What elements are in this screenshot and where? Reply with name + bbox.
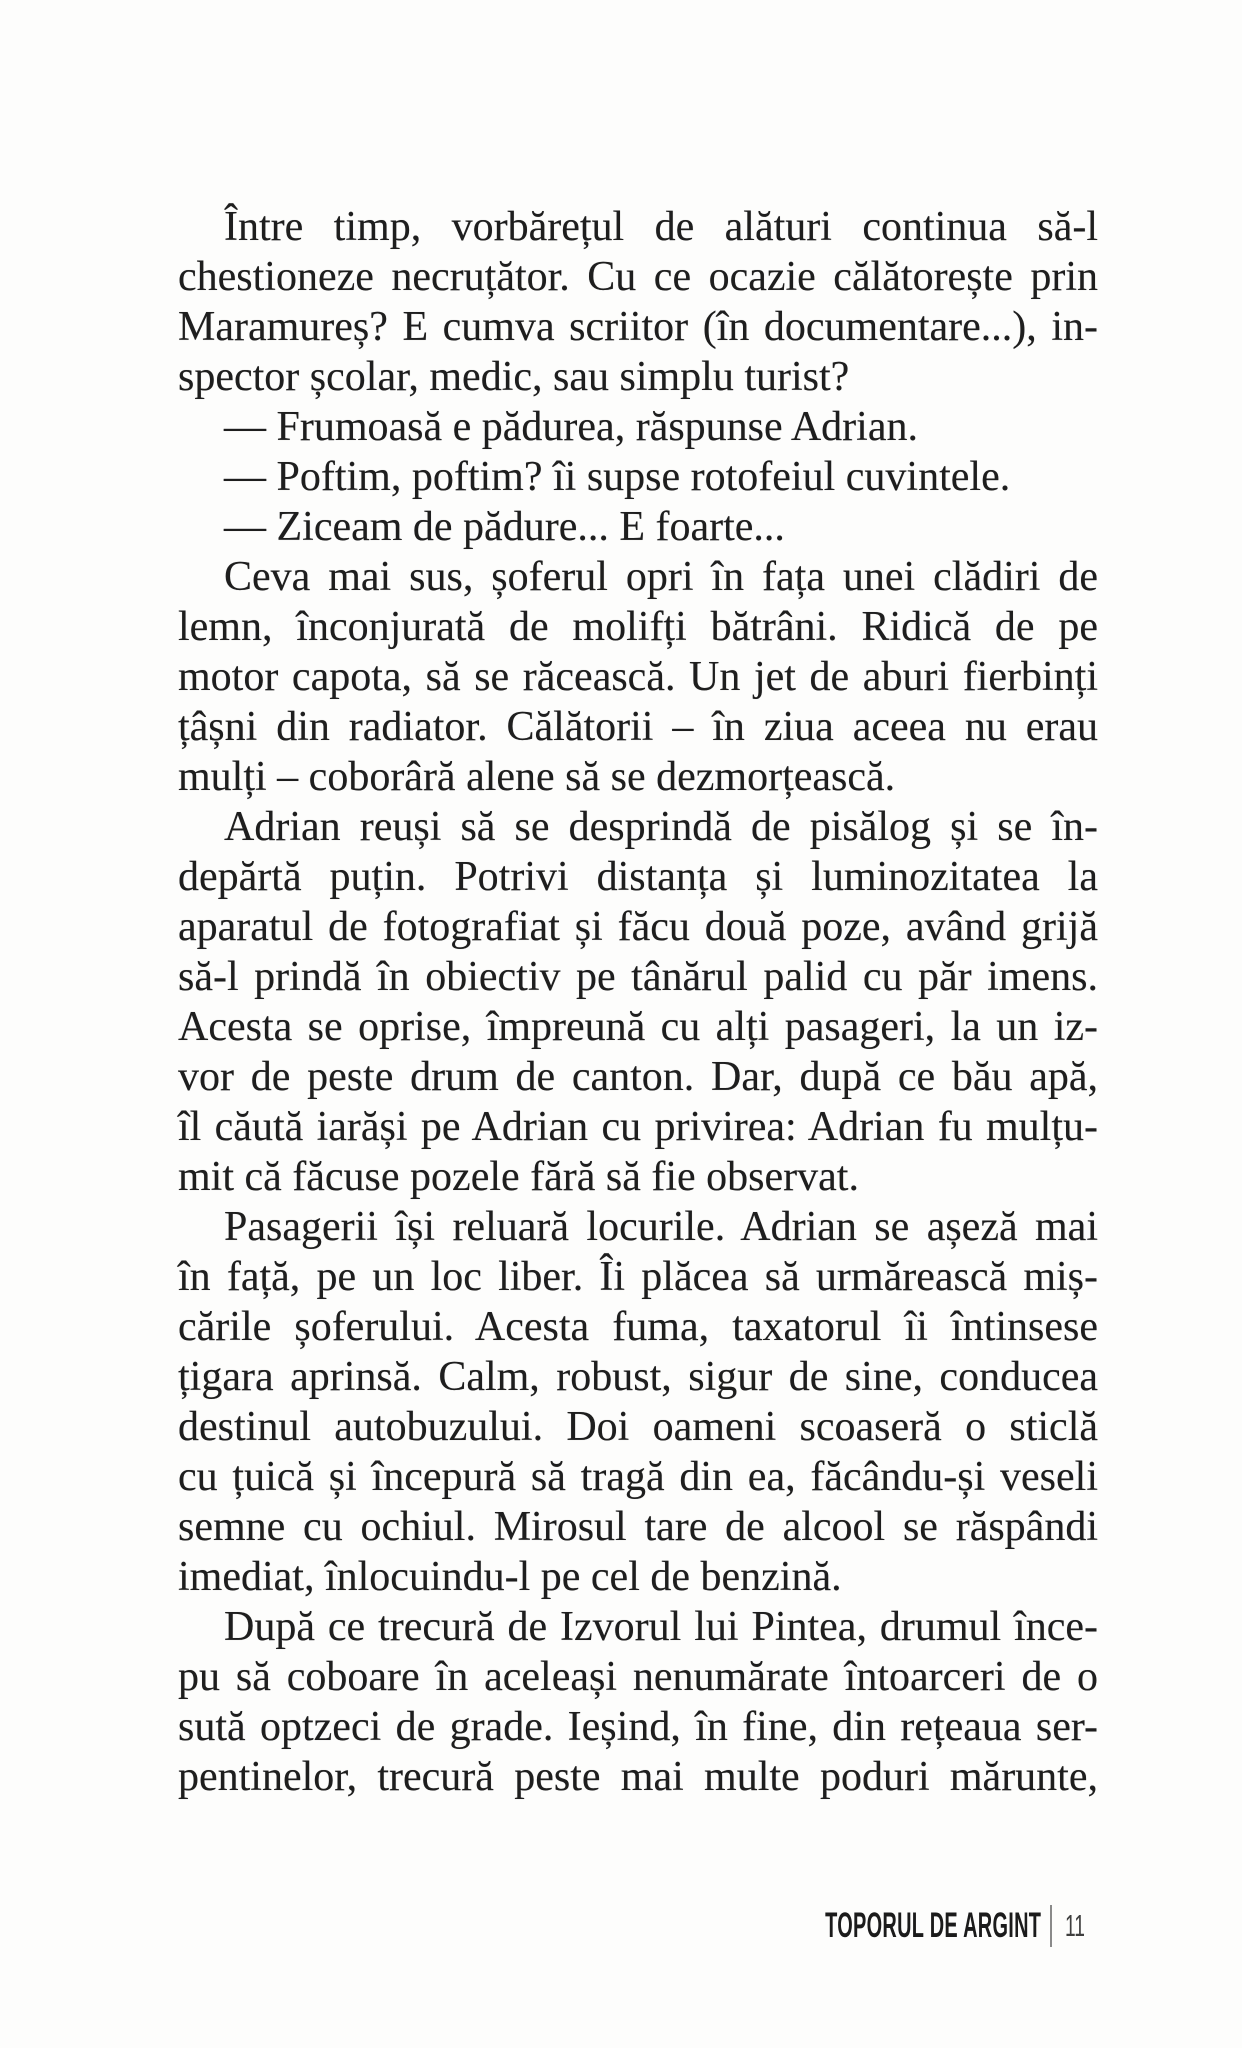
text-line: semne cu ochiul. Mirosul tare de alcool se răspândi: [178, 1504, 1098, 1550]
text-line: — Ziceam de pădure... E foarte...: [224, 504, 785, 550]
text-line: spector școlar, medic, sau simplu turist?: [178, 354, 850, 400]
text-line: Maramureș? E cumva scriitor (în documentare...), in-: [178, 304, 1098, 350]
text-line: țâșni din radiator. Călătorii – în ziua aceea nu erau: [178, 704, 1098, 750]
paragraph: [178, 802, 1098, 1202]
text-line: vor de peste drum de canton. Dar, după ce bău apă,: [178, 1054, 1098, 1100]
text-line: cările șoferului. Acesta fuma, taxatorul îi întinsese: [178, 1304, 1098, 1350]
text-line: imediat, înlocuindu-l pe cel de benzină.: [178, 1554, 842, 1600]
text-line: Pasagerii își reluară locurile. Adrian se așeză mai: [224, 1204, 1098, 1250]
text-line: să-l prindă în obiectiv pe tânărul palid cu păr imens.: [178, 954, 1098, 1000]
text-line: în față, pe un loc liber. Îi plăcea să urmărească miș-: [178, 1254, 1098, 1300]
paragraph: [178, 202, 1098, 402]
body-text: [178, 202, 1098, 1802]
text-line: sută optzeci de grade. Ieșind, în fine, din rețeaua ser-: [178, 1704, 1098, 1750]
text-line: motor capota, să se răcească. Un jet de aburi fierbinți: [178, 654, 1098, 700]
text-line: depărtă puțin. Potrivi distanța și luminozitatea la: [178, 854, 1098, 900]
text-line: țigara aprinsă. Calm, robust, sigur de sine, conducea: [178, 1354, 1098, 1400]
text-line: Acesta se oprise, împreună cu alți pasageri, la un iz-: [178, 1004, 1098, 1050]
text-line: După ce trecură de Izvorul lui Pintea, drumul înce-: [224, 1604, 1098, 1650]
paragraph: [178, 552, 1098, 802]
text-line: lemn, înconjurată de molifți bătrâni. Ridică de pe: [178, 604, 1098, 650]
text-line: chestioneze necruțător. Cu ce ocazie călătorește prin: [178, 254, 1098, 300]
text-line: Între timp, vorbărețul de alături continua să-l: [224, 204, 1098, 250]
text-line: Ceva mai sus, șoferul opri în fața unei clădiri de: [224, 554, 1098, 600]
text-line: — Frumoasă e pădurea, răspunse Adrian.: [224, 404, 918, 450]
text-line: pentinelor, trecură peste mai multe poduri mărunte,: [178, 1754, 1098, 1800]
running-footer-title: TOPORUL DE ARGINT: [824, 1906, 1041, 1945]
text-line: îl căută iarăși pe Adrian cu privirea: Adrian fu mulțu-: [178, 1104, 1098, 1150]
text-line: mit că făcuse pozele fără să fie observat.: [178, 1154, 859, 1200]
footer-separator: [1050, 1905, 1052, 1947]
text-line: destinul autobuzului. Doi oameni scoaseră o sticlă: [178, 1404, 1098, 1450]
text-line: pu să coboare în aceleași nenumărate întoarceri de o: [178, 1654, 1098, 1700]
text-line: mulți – coborâră alene să se dezmorțească.: [178, 754, 896, 800]
text-line: cu țuică și începură să tragă din ea, făcându-și veseli: [178, 1454, 1098, 1500]
paragraph: [178, 502, 1098, 552]
paragraph: [178, 1602, 1098, 1802]
text-line: — Poftim, poftim? îi supse rotofeiul cuvintele.: [224, 454, 1011, 500]
paragraph: [178, 402, 1098, 452]
page-footer: [662, 1902, 1097, 1950]
text-line: Adrian reuși să se desprindă de pisălog și se în-: [224, 804, 1098, 850]
paragraph: [178, 1202, 1098, 1602]
page-number: 11: [1064, 1908, 1085, 1943]
paragraph: [178, 452, 1098, 502]
text-line: aparatul de fotografiat și făcu două poze, având grijă: [178, 904, 1098, 950]
